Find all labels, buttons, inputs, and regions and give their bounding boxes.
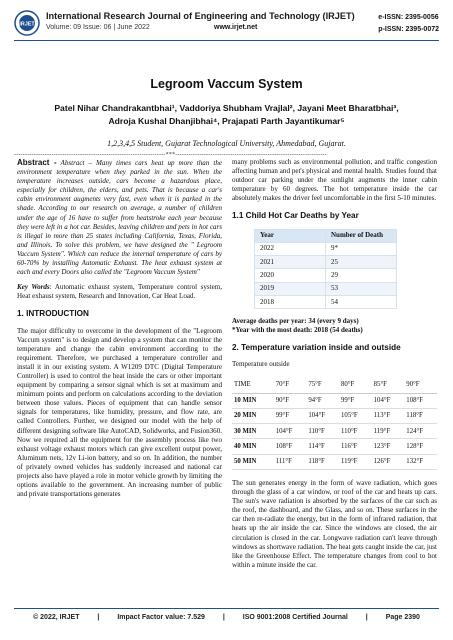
table-cell: 110°F [339,424,372,439]
worst-year-line: *Year with the most death: 2018 (54 deaths) [232,326,363,335]
footer-separator: | [222,614,225,621]
keywords-paragraph [17,283,222,301]
table-cell: 110°F [306,424,339,439]
deaths-col-number: Number of Death [326,229,397,242]
table-cell: 128°F [404,439,437,454]
table-cell: 126°F [372,454,405,469]
header-rule [14,40,439,41]
intro-continued: many problems such as environmental pollution, and traffic congestion affecting human and pet's physical and mental health. Studies found that outdoor car parking under the sunlight augments the inner cabin temperature by 60 degrees. The hot temperature inside the car absolutely makes the driver feel uncomfortable in the first 5-10 minutes. [232,158,437,203]
table-row [255,282,397,295]
table-row [255,256,397,269]
authors-line-1: Patel Nihar Chandrakantbhai¹, Vaddoriya Shubham Vrajlal², Jayani Meet Bharatbhai³, [54,103,399,113]
section-1-1-heading: 1.1 Child Hot Car Deaths by Year [232,211,359,221]
footer-rule [14,608,439,609]
section-2-text: The sun generates energy in the form of wave radiation, which goes through the glass of a car window, or roof of the car and heats up cars. The sun's wave radiation is absorbed by the surfaces of the car such as the roof, the dashboard, and the Glass, and so on. These surfaces in the car then re-radiate the energy, but in the form of infrared radiation, that heats up the air inside the car. Since the windows are closed, the air circulation is closed in the car. Longwave radiation can't leave through windows as shortwave radiation. The heat gets caught inside the car, just like the Greenhouse Effect. The temperature changes from cool to hot within a minute inside the car. [232,478,437,569]
table-row [232,393,437,408]
table-cell: 30 MIN [232,424,274,439]
table-cell: 94°F [306,393,339,408]
table-cell: 132°F [404,454,437,469]
table-cell: 104°F [306,408,339,423]
paper-title: Legroom Vaccum System [150,77,303,91]
table-cell: 124°F [404,424,437,439]
table-cell: 10 MIN [232,393,274,408]
table-cell: 108°F [404,393,437,408]
table-row [255,269,397,282]
intro-heading: 1. INTRODUCTION [17,309,89,319]
table-cell: 119°F [372,424,405,439]
table-cell: 111°F [274,454,307,469]
abstract-paragraph [17,158,222,277]
footer-separator: | [97,614,100,621]
deaths-table [254,229,397,310]
intro-text: The major difficulty to overcome in the development of the "Legroom Vaccum system" is to design and develop a system that can monitor the temperature and change the cabin environment according to the requirement. Therefore, we purchased a temperature controller and install it in our existing system. A W1209 DTC (Digital Temperature Controller) is used to control the heat inside the cars or other important equipment by comparing a sensor signal which is set at maximum and minimum points and perform on calculations according to the deviation between those values. Pieces of equipment that can handle sensor signals for temperatures, like humidity, pressure, and flow rate, are called Controllers. Further, we designed our model with the help of different designing software like AutoCAD, Solidworks, and Fusion360. Now we required all the equipment for the assembly process like two exhaust voltage exhaust motors which can give excellent output power, Aluminum nets, 12v Li-ion battery, and so on. In addition, the number of privately owned vehicles has suddenly increased and national car projects also have played a role in motor vehicle growth by limiting the options available to the government. An increasing number of public and private transportations generates [17,326,222,499]
abstract-text: Abstract – Many times cars heat up more than the environment temperature when they parked in the sun. When the temperature increases outside, cars become a hazardous place, especially for children, the elders, and pets. That is because a car's cabin environment augments very fast, even when it is parked in the shade. According to our research on average, a number of children under the age of 16 have to suffer from heatstroke each year because they were left in a hot car. Besides, leaving children and pets in hot cars is illegal in more than 25 states including California, Texas, Florida, and Illinois. To solve this problem, we have designed the " Legroom Vaccum System". Which can reduce the internal temperature of cars by 60-70% by installing Automatic Exhaust. The heat exhaust system at each and every Doors also called the "Legroom Vaccum System" [17,159,222,277]
table-cell: 114°F [306,439,339,454]
footer-copyright: © 2022, IRJET [33,614,80,621]
right-column [232,158,437,576]
table-cell: 108°F [274,439,307,454]
keywords-label: Key Words [17,283,50,292]
table-cell: 2018 [255,295,326,308]
temperature-table [232,377,437,470]
table-cell: 113°F [372,408,405,423]
page-footer [0,614,453,621]
table-cell: 119°F [339,454,372,469]
footer-page-number: Page 2390 [385,614,420,621]
footer-impact-factor: Impact Factor value: 7.529 [117,614,205,621]
footer-iso: ISO 9001:2008 Certified Journal [242,614,348,621]
table-row [232,408,437,423]
footer-separator: | [365,614,368,621]
temp-table-header [232,377,437,393]
table-cell: 118°F [404,408,437,423]
table-row [232,424,437,439]
table-cell: 9* [326,242,397,255]
journal-name: International Research Journal of Engineering and Technology (IRJET) [46,11,355,21]
deaths-table-header [255,229,397,242]
authors-line-2: Adroja Kushal Dhanjibhai⁴, Prajapati Parth Jayantikumar⁵ [108,116,345,126]
svg-text:IRJET: IRJET [19,21,35,28]
table-cell: 53 [326,282,397,295]
table-cell: 105°F [339,408,372,423]
temp-col-header: 75°F [306,377,339,393]
keywords-text: : Automatic exhaust system, Temperature control system, Heat exhaust system, Research and Innovation, Car Heat Load. [17,283,222,301]
volume-line: Volume: 09 Issue: 06 | June 2022 [46,24,150,31]
average-deaths-line: Average deaths per year: 34 (every 9 days) [232,317,359,326]
journal-website-link[interactable]: www.irjet.net [214,24,258,31]
deaths-col-year: Year [255,229,326,242]
deaths-summary [232,317,437,335]
irjet-logo-icon [14,10,40,36]
table-cell: 123°F [372,439,405,454]
table-row [232,439,437,454]
table-cell: 99°F [339,393,372,408]
table-cell: 2020 [255,269,326,282]
section-2-heading: 2. Temperature variation inside and outside [232,343,401,353]
temp-col-header: TIME [232,377,274,393]
e-issn: e-ISSN: 2395-0056 [378,14,439,21]
table-row [255,242,397,255]
table-cell: 2019 [255,282,326,295]
journal-header [14,10,439,40]
affiliation: 1,2,3,4,5 Student, Gujarat Technological University, Ahmedabad, Gujarat. [107,139,346,148]
table-cell: 25 [326,256,397,269]
table-cell: 54 [326,295,397,308]
table-cell: 2021 [255,256,326,269]
table-cell: 90°F [274,393,307,408]
table-cell: 116°F [339,439,372,454]
table-cell: 118°F [306,454,339,469]
issn-block [378,12,439,36]
p-issn: p-ISSN: 2395-0072 [378,26,439,33]
left-column [17,158,222,505]
table-cell: 99°F [274,408,307,423]
temp-col-header: 70°F [274,377,307,393]
table-cell: 50 MIN [232,454,274,469]
temp-col-header: 80°F [339,377,372,393]
temp-col-header: 90°F [404,377,437,393]
temp-table-caption: Temperature outside [232,360,290,369]
table-cell: 20 MIN [232,408,274,423]
table-row [232,454,437,469]
table-row [255,295,397,308]
table-cell: 104°F [372,393,405,408]
temp-col-header: 85°F [372,377,405,393]
table-cell: 104°F [274,424,307,439]
abstract-label: Abstract - [17,158,57,167]
table-cell: 40 MIN [232,439,274,454]
table-cell: 2022 [255,242,326,255]
authors [30,102,423,128]
separator-line: ---------------------------------------------------------------------***--------------------------------------------------------------------- [14,152,327,158]
table-cell: 29 [326,269,397,282]
